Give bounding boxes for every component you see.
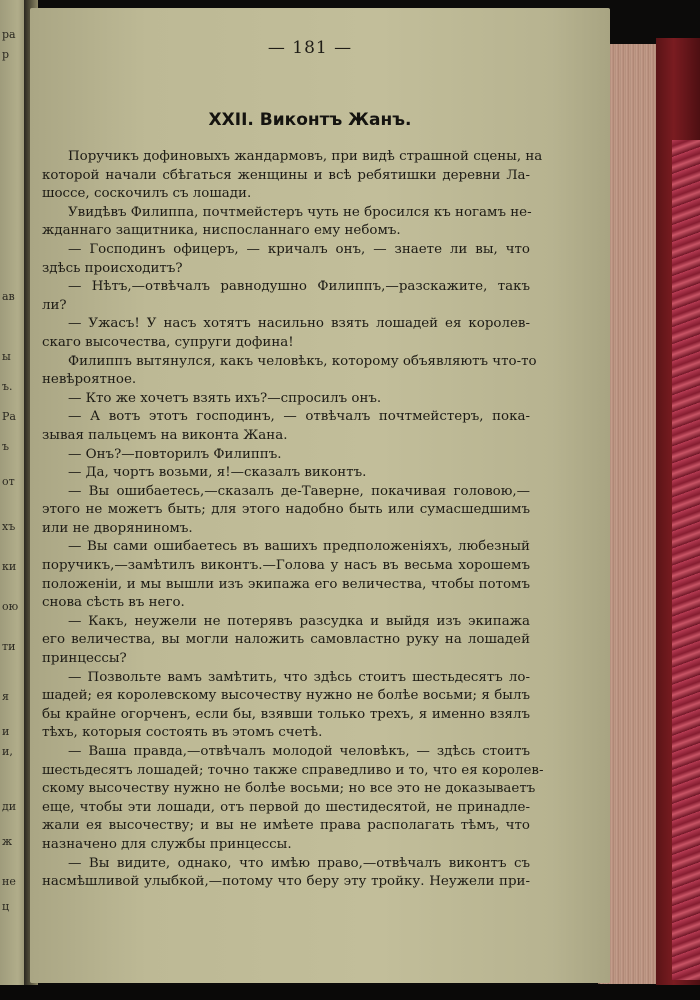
left-page-fragment: ою: [2, 600, 19, 613]
text-line: — Господинъ офицеръ, — кричалъ онъ, — знаете ли вы, что: [68, 241, 530, 257]
text-line: — Вы видите, однако, что имѣю право,—отвѣчалъ виконтъ съ: [68, 855, 530, 871]
left-page-fragment: от: [2, 475, 15, 488]
left-page-fragment: я: [2, 690, 9, 703]
text-line: бы крайне огорченъ, если бы, взявши только трехъ, я именно взялъ: [42, 706, 530, 722]
left-page-fragment: ки: [2, 560, 17, 573]
text-line: еще, чтобы эти лошади, отъ первой до шестидесятой, не принадле-: [42, 799, 530, 815]
left-page-fragment: ъ.: [2, 380, 13, 393]
text-line: которой начали сбѣгаться женщины и всѣ ребятишки деревни Ла-: [42, 167, 530, 183]
left-page-fragment: хъ: [2, 520, 16, 533]
text-line: снова сѣсть въ него.: [42, 595, 185, 611]
left-page-fragment: ы: [2, 350, 11, 363]
marbled-cover-edge: [672, 140, 700, 980]
left-page-fragment: ди: [2, 800, 17, 813]
text-line: Поручикъ дофиновыхъ жандармовъ, при видѣ страшной сцены, на: [68, 149, 543, 164]
text-line: скаго высочества, супруги дофина!: [42, 334, 294, 350]
left-page-fragment: и,: [2, 745, 13, 758]
text-line: — Кто же хочетъ взять ихъ?—спросилъ онъ.: [68, 390, 382, 406]
text-line: зывая пальцемъ на виконта Жана.: [42, 427, 288, 443]
text-line: назначено для службы принцессы.: [42, 836, 292, 852]
text-line: скому высочеству нужно не болѣе восьми; но все это не доказываетъ: [42, 781, 536, 797]
text-line: насмѣшливой улыбкой,—потому что беру эту тройку. Неужели при-: [42, 874, 530, 890]
left-page-fragment: ти: [2, 640, 16, 653]
left-page-fragment: ж: [2, 835, 13, 848]
text-line: положеніи, и мы вышли изъ экипажа его величества, чтобы потомъ: [42, 576, 530, 592]
text-line: — Ваша правда,—отвѣчалъ молодой человѣкъ, — здѣсь стоитъ: [68, 744, 530, 759]
text-line: — Онъ?—повторилъ Филиппъ.: [68, 446, 282, 462]
left-page-fragment: ав: [2, 290, 15, 303]
text-line: тѣхъ, которыя состоять въ этомъ счетѣ.: [42, 725, 323, 741]
text-line: — Нѣтъ,—отвѣчалъ равнодушно Филиппъ,—разскажите, такъ: [68, 279, 530, 295]
text-line: его величества, вы могли наложить самовластно руку на лошадей: [42, 632, 530, 648]
text-line: — А вотъ этотъ господинъ, — отвѣчалъ почтмейстеръ, пока-: [68, 409, 530, 425]
text-line: шестьдесятъ лошадей; точно также справедливо и то, что ея королев-: [42, 762, 544, 778]
text-line: этого не можетъ быть; для этого надобно быть или сумасшедшимъ: [42, 502, 530, 518]
text-line: принцессы?: [42, 651, 127, 667]
text-line: жданнаго защитника, ниспосланнаго ему небомъ.: [42, 223, 401, 239]
left-page-fragment: ц: [2, 900, 10, 913]
page-number: — 181 —: [267, 38, 353, 58]
text-line: жали ея высочеству; и вы не имѣете права располагать тѣмъ, что: [42, 818, 530, 834]
text-line: поручикъ,—замѣтилъ виконтъ.—Голова у насъ въ весьма хорошемъ: [42, 558, 530, 574]
left-page-fragment: и: [2, 725, 10, 738]
text-line: Филиппъ вытянулся, какъ человѣкъ, которому объявляютъ что-то: [68, 353, 537, 369]
text-line: невѣроятное.: [42, 372, 137, 388]
text-line: или не дворяниномъ.: [42, 520, 193, 536]
left-page-fragment: ъ: [2, 440, 9, 453]
left-page-fragment: ра: [2, 28, 16, 41]
table-shadow: [0, 985, 700, 1000]
chapter-title: XXII. Виконтъ Жанъ.: [208, 110, 412, 130]
page-body-text: [42, 148, 544, 892]
text-line: — Вы сами ошибаетесь въ вашихъ предположеніяхъ, любезный: [68, 539, 530, 555]
left-page-fragment: не: [2, 875, 16, 888]
text-line: шоссе, соскочилъ съ лошади.: [42, 186, 252, 202]
text-line: шадей; ея королевскому высочеству нужно не болѣе восьми; я былъ: [42, 688, 530, 704]
left-page-fragment: р: [2, 48, 10, 61]
text-line: — Какъ, неужели не потерявъ разсудка и выйдя изъ экипажа: [68, 613, 530, 629]
text-line: Увидѣвъ Филиппа, почтмейстеръ чуть не бросился къ ногамъ не-: [68, 204, 532, 220]
text-line: ли?: [42, 297, 67, 313]
book-page: [30, 8, 610, 983]
text-line: — Ужасъ! У насъ хотятъ насильно взять лошадей ея королев-: [68, 316, 530, 332]
left-page-fragment: Ра: [2, 410, 16, 423]
text-line: — Позвольте вамъ замѣтить, что здѣсь стоитъ шестьдесятъ ло-: [68, 669, 530, 685]
text-line: — Вы ошибаетесь,—сказалъ де-Таверне, покачивая головою,—: [68, 483, 530, 499]
text-line: здѣсь происходитъ?: [42, 260, 183, 276]
text-line: — Да, чортъ возьми, я!—сказалъ виконтъ.: [68, 465, 367, 481]
